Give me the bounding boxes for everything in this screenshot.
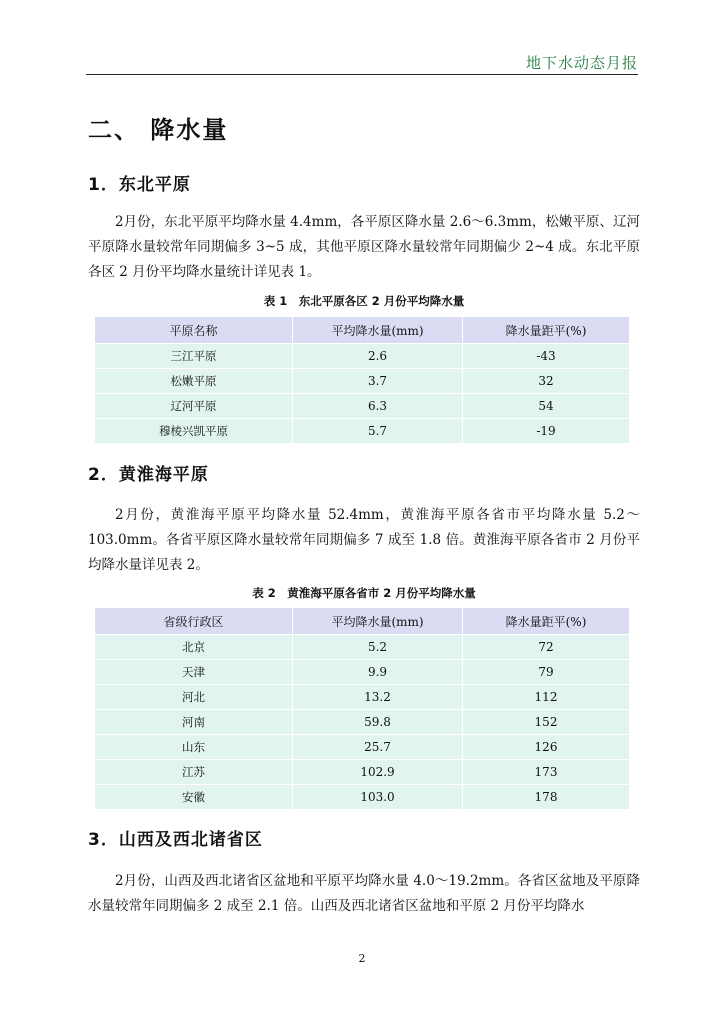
table-caption-2: 表 2 黄淮海平原各省市 2 月份平均降水量	[252, 586, 476, 600]
column-header: 降水量距平(%)	[463, 317, 630, 344]
subsection-heading-huanghuaihai: 2．黄淮海平原	[88, 465, 209, 485]
subsection-heading-northeast: 1．东北平原	[88, 175, 191, 195]
page-number: 2	[358, 952, 366, 965]
table-row	[95, 394, 629, 419]
table-cell: 103.0	[293, 785, 463, 810]
table-cell: 102.9	[293, 760, 463, 785]
table-cell: 32	[463, 369, 630, 394]
table-cell: 6.3	[293, 394, 463, 419]
table-cell: 5.7	[293, 419, 463, 444]
table-row	[95, 635, 629, 660]
column-header: 平均降水量(mm)	[293, 608, 463, 635]
table-cell: 安徽	[95, 785, 293, 810]
subsection-heading-northwest: 3．山西及西北诸省区	[88, 830, 263, 850]
table-cell: 江苏	[95, 760, 293, 785]
table-cell: 山东	[95, 735, 293, 760]
table-cell: 3.7	[293, 369, 463, 394]
table-row	[95, 760, 629, 785]
table-row	[95, 344, 629, 369]
table-cell: -43	[463, 344, 630, 369]
table-cell: 天津	[95, 660, 293, 685]
table-cell: 河南	[95, 710, 293, 735]
table-cell: 152	[463, 710, 630, 735]
table-northeast	[95, 317, 629, 443]
table-cell: 河北	[95, 685, 293, 710]
header-rule	[86, 74, 638, 75]
paragraph-huanghuaihai: 2月份，黄淮海平原平均降水量 52.4mm，黄淮海平原各省市平均降水量 5.2～103.0mm。各省平原区降水量较常年同期偏多 7 成至 1.8 倍。黄淮海平原各省市 2 月份平均降水量详见表 2。	[88, 507, 640, 573]
table-cell: 北京	[95, 635, 293, 660]
table-cell: 2.6	[293, 344, 463, 369]
table-row	[95, 660, 629, 685]
table-cell: 59.8	[293, 710, 463, 735]
table-cell: 松嫩平原	[95, 369, 293, 394]
section-title: 二、 降水量	[88, 116, 229, 144]
table-cell: 126	[463, 735, 630, 760]
table-header-row	[95, 608, 629, 635]
table-cell: 54	[463, 394, 630, 419]
table-cell: 三江平原	[95, 344, 293, 369]
table-row	[95, 369, 629, 394]
table-row	[95, 710, 629, 735]
table-cell: 辽河平原	[95, 394, 293, 419]
paragraph-northeast: 2月份，东北平原平均降水量 4.4mm，各平原区降水量 2.6～6.3mm，松嫩平原、辽河平原降水量较常年同期偏多 3~5 成，其他平原区降水量较常年同期偏少 2~4 成。东北平原各区 2 月份平均降水量统计详见表 1。	[88, 214, 640, 280]
table-cell: 穆棱兴凯平原	[95, 419, 293, 444]
table-row	[95, 785, 629, 810]
column-header: 省级行政区	[95, 608, 293, 635]
table-cell: 72	[463, 635, 630, 660]
table-cell: 9.9	[293, 660, 463, 685]
table-cell: 5.2	[293, 635, 463, 660]
table-cell: 178	[463, 785, 630, 810]
table-cell: 13.2	[293, 685, 463, 710]
header-title: 地下水动态月报	[525, 54, 638, 72]
table-header-row	[95, 317, 629, 344]
table-huanghuaihai	[95, 608, 629, 809]
table-cell: 25.7	[293, 735, 463, 760]
table-caption-1: 表 1 东北平原各区 2 月份平均降水量	[263, 294, 465, 308]
table-cell: 173	[463, 760, 630, 785]
table-row	[95, 419, 629, 444]
table-cell: -19	[463, 419, 630, 444]
column-header: 平均降水量(mm)	[293, 317, 463, 344]
column-header: 平原名称	[95, 317, 293, 344]
table-row	[95, 735, 629, 760]
table-cell: 112	[463, 685, 630, 710]
paragraph-northwest: 2月份，山西及西北诸省区盆地和平原平均降水量 4.0～19.2mm。各省区盆地及平原降水量较常年同期偏多 2 成至 2.1 倍。山西及西北诸省区盆地和平原 2 月份平均降水	[88, 873, 640, 914]
table-row	[95, 685, 629, 710]
table-cell: 79	[463, 660, 630, 685]
column-header: 降水量距平(%)	[463, 608, 630, 635]
